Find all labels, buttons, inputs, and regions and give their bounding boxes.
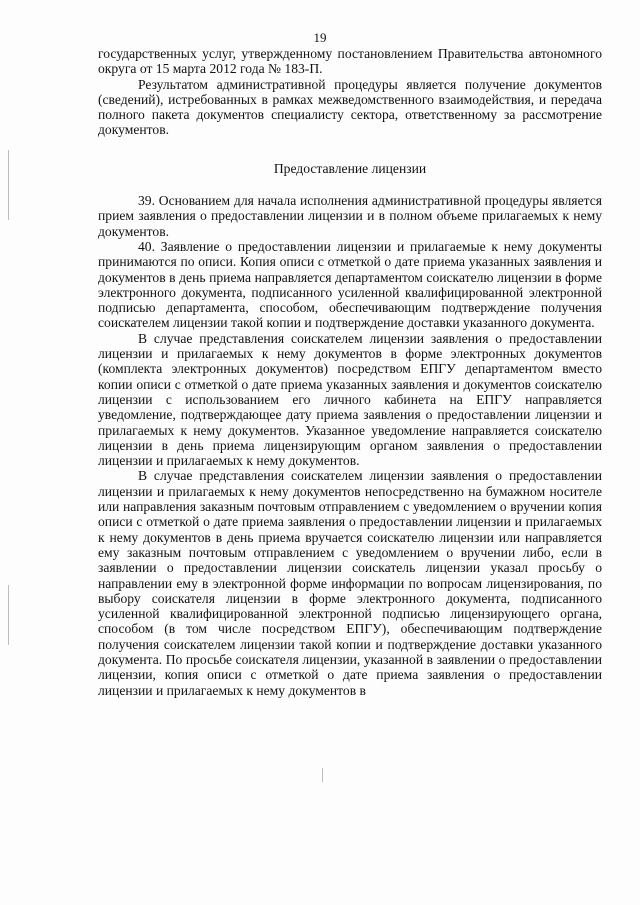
document-body — [98, 46, 602, 698]
paragraph-result: Результатом административной процедуры является получение документов (сведений), истребованных в рамках межведомственного взаимодействия, и передача полного пакета документов специалисту сектора, ответственному за рассмотрение документов. — [98, 76, 602, 138]
scan-artifact-bottom-center — [322, 768, 323, 782]
paragraph-39: 39. Основанием для начала исполнения административной процедуры является прием заявления о предоставлении лицензии и в полном объеме прилагаемых к нему документов. — [98, 193, 602, 239]
section-heading: Предоставление лицензии — [273, 160, 427, 176]
scan-artifact-left-bottom — [8, 585, 9, 645]
paragraph-40: 40. Заявление о предоставлении лицензии и прилагаемые к нему документы принимаются по описи. Копия описи с отметкой о дате приема указанных заявления и документов в день приема направляется департаментом соискателю лицензии в форме электронного документа, подписанного усиленной квалифицированной электронной подписью департамента, способом, обеспечивающим подтверждение получения соискателем лицензии такой копии и подтверждение доставки указанного документа. — [98, 238, 602, 331]
paragraph-continuation: государственных услуг, утвержденному постановлением Правительства автономного округа от 15 марта 2012 года № 183-П. — [98, 46, 602, 77]
page-number: 19 — [313, 30, 327, 45]
paragraph-paper-case: В случае представления соискателем лицензии заявления о предоставлении лицензии и прилагаемых к нему документов непосредственно на бумажном носителе или направления заказным почтовым отправлением с уведомлением о вручении копия описи с отметкой о дате приема заявления о предоставлении лицензии и прилагаемых к нему документов в день приема вручается соискателю лицензии или направляется ему заказным почтовым отправлением с уведомлением о вручении либо, если в заявлении о предоставлении лицензии соискатель лицензии указал просьбу о направлении ему в электронной форме информации по вопросам лицензирования, по выбору соискателя лицензии в форме электронного документа, подписанного усиленной квалифицированной электронной подписью лицензирующего органа, способом (в том числе посредством ЕПГУ), обеспечивающим подтверждение получения соискателем лицензии такой копии и подтверждение доставки указанного документа. По просьбе соискателя лицензии, указанной в заявлении о предоставлении лицензии, копия описи с отметкой о дате приема заявления о предоставлении лицензии и прилагаемых к нему документов в — [98, 468, 602, 698]
paragraph-epgu-case: В случае представления соискателем лицензии заявления о предоставлении лицензии и прилагаемых к нему документов в форме электронных документов (комплекта электронных документов) посредством ЕПГУ департаментом вместо копии описи с отметкой о дате приема указанных заявления и документов соискателю лицензии с использованием его личного кабинета на ЕПГУ направляется уведомление, подтверждающее дату приема заявления о предоставлении лицензии и прилагаемых к нему документов. Указанное уведомление направляется соискателю лицензии в день приема лицензирующим органом заявления о предоставлении лицензии и прилагаемых к нему документов. — [98, 330, 602, 469]
scan-artifact-left-top — [8, 150, 9, 220]
